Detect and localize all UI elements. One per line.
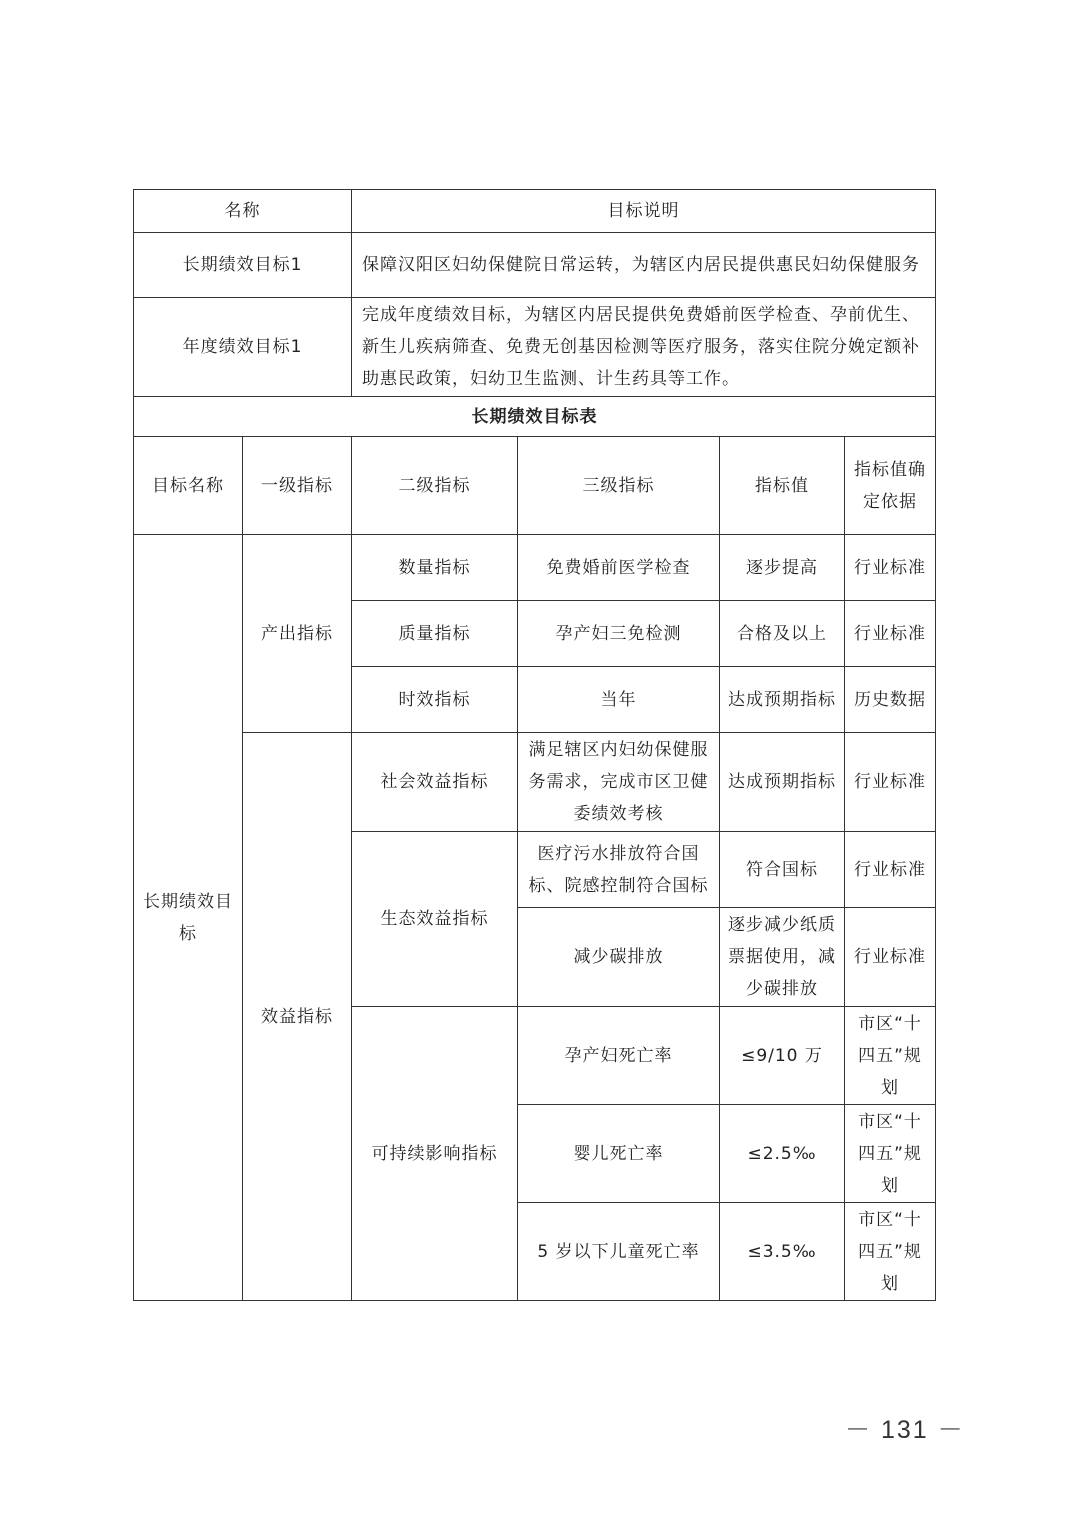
level2-indicator: 数量指标: [352, 535, 518, 601]
indicator-row: [134, 733, 936, 832]
column-header: 一级指标: [243, 437, 352, 535]
indicator-value: 达成预期指标: [720, 667, 845, 733]
indicator-value: 合格及以上: [720, 601, 845, 667]
indicator-value: 符合国标: [720, 832, 845, 908]
level3-indicator: 减少碳排放: [518, 908, 720, 1007]
column-header: 三级指标: [518, 437, 720, 535]
indicator-value: ≤9/10 万: [720, 1007, 845, 1105]
level2-indicator: 可持续影响指标: [352, 1007, 518, 1301]
level2-indicator: 质量指标: [352, 601, 518, 667]
level3-indicator: 当年: [518, 667, 720, 733]
summary-goal-name: 年度绩效目标1: [134, 298, 352, 397]
level1-indicator: 效益指标: [243, 733, 352, 1301]
indicator-value: 逐步提高: [720, 535, 845, 601]
level2-indicator: 社会效益指标: [352, 733, 518, 832]
level2-indicator: 时效指标: [352, 667, 518, 733]
column-header: 指标值确定依据: [845, 437, 936, 535]
indicator-basis: 市区“十四五”规划: [845, 1105, 936, 1203]
indicator-basis: 市区“十四五”规划: [845, 1007, 936, 1105]
summary-header-name: 名称: [134, 190, 352, 233]
indicator-basis: 行业标准: [845, 908, 936, 1007]
level3-indicator: 满足辖区内妇幼保健服务需求，完成市区卫健委绩效考核: [518, 733, 720, 832]
indicator-row: [134, 535, 936, 601]
column-header: 目标名称: [134, 437, 243, 535]
level3-indicator: 医疗污水排放符合国标、院感控制符合国标: [518, 832, 720, 908]
indicator-value: 达成预期指标: [720, 733, 845, 832]
summary-goal-desc: 完成年度绩效目标，为辖区内居民提供免费婚前医学检查、孕前优生、新生儿疾病筛查、免费无创基因检测等医疗服务，落实住院分娩定额补助惠民政策，妇幼卫生监测、计生药具等工作。: [352, 298, 936, 397]
level3-indicator: 孕产妇死亡率: [518, 1007, 720, 1105]
level1-indicator: 产出指标: [243, 535, 352, 733]
indicator-basis: 行业标准: [845, 535, 936, 601]
summary-header-row: [134, 190, 936, 233]
indicator-basis: 行业标准: [845, 733, 936, 832]
column-header: 指标值: [720, 437, 845, 535]
level3-indicator: 5 岁以下儿童死亡率: [518, 1203, 720, 1301]
indicator-value: ≤2.5‰: [720, 1105, 845, 1203]
summary-row: [134, 298, 936, 397]
indicator-value: ≤3.5‰: [720, 1203, 845, 1301]
section-title-row: [134, 397, 936, 437]
level2-indicator: 生态效益指标: [352, 832, 518, 1007]
summary-row: [134, 233, 936, 298]
level3-indicator: 孕产妇三免检测: [518, 601, 720, 667]
indicator-value: 逐步减少纸质票据使用，减少碳排放: [720, 908, 845, 1007]
goal-name-cell: 长期绩效目标: [134, 535, 243, 1301]
indicator-basis: 市区“十四五”规划: [845, 1203, 936, 1301]
indicator-basis: 行业标准: [845, 832, 936, 908]
summary-goal-name: 长期绩效目标1: [134, 233, 352, 298]
summary-header-desc: 目标说明: [352, 190, 936, 233]
column-header-row: [134, 437, 936, 535]
indicator-basis: 行业标准: [845, 601, 936, 667]
indicator-basis: 历史数据: [845, 667, 936, 733]
column-header: 二级指标: [352, 437, 518, 535]
page-number: － 131 －: [845, 1416, 965, 1444]
section-title: 长期绩效目标表: [134, 397, 936, 437]
level3-indicator: 免费婚前医学检查: [518, 535, 720, 601]
performance-goals-table: [133, 189, 936, 1301]
summary-goal-desc: 保障汉阳区妇幼保健院日常运转，为辖区内居民提供惠民妇幼保健服务: [352, 233, 936, 298]
level3-indicator: 婴儿死亡率: [518, 1105, 720, 1203]
